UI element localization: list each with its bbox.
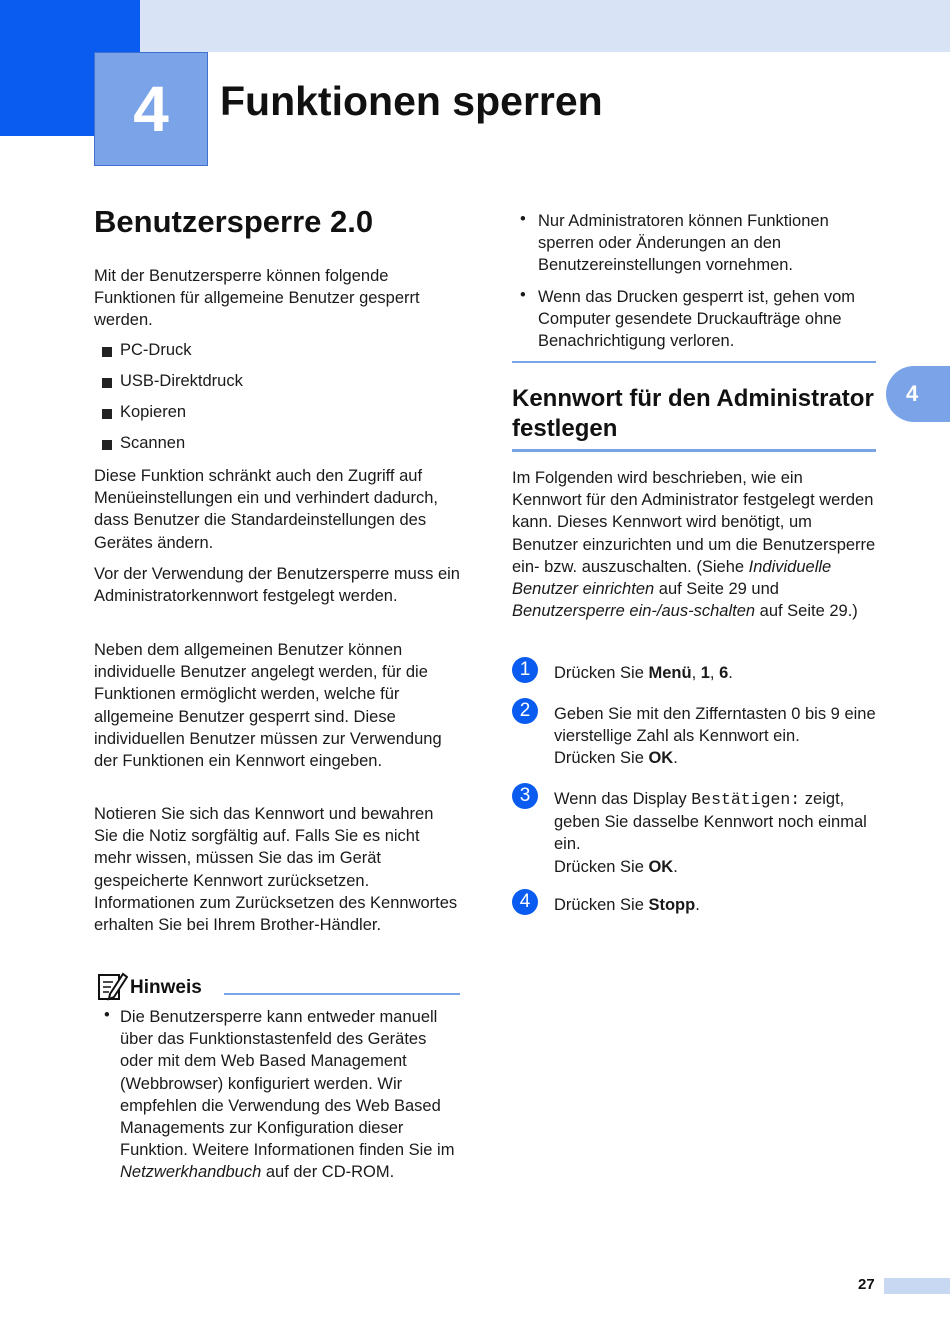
bullet-dot-icon: •: [520, 286, 526, 304]
chapter-title: Funktionen sperren: [220, 78, 603, 124]
bullet-dot-icon: •: [104, 1006, 110, 1024]
paragraph-menu-access: Diese Funktion schränkt auch den Zugriff auf Menüeinstellungen ein und verhindert dadurch, dass Benutzer die Standardeinstellungen des Gerätes ändern.: [94, 467, 438, 552]
square-bullet-icon: [102, 440, 112, 450]
step-number-badge: 3: [512, 783, 538, 809]
kennwort-intro-paragraph: Im Folgenden wird beschrieben, wie ein Kennwort für den Administrator festgelegt werden kann. Dieses Kennwort wird benötigt, um Benutzer einzurichten und um die Benutzersperre ein- bzw. auszuschalten. (Siehe Individuelle Benutzer einrichten auf Seite 29 und Benutzersperre ein-/aus-schalten auf Seite 29.): [512, 469, 876, 621]
square-bullet-icon: [102, 409, 112, 419]
step-1-text: Drücken Sie Menü, 1, 6.: [554, 664, 733, 682]
list-item: Kopieren: [120, 403, 187, 421]
step-2-text: Geben Sie mit den Zifferntasten 0 bis 9 eine vierstellige Zahl als Kennwort ein. Drücken Sie OK.: [554, 705, 876, 768]
header-band: [0, 0, 950, 52]
step-3-text: Wenn das Display Bestätigen: zeigt, geben Sie dasselbe Kennwort noch einmal ein. Drücken Sie OK.: [554, 790, 867, 876]
list-item: PC-Druck: [120, 341, 192, 359]
intro-paragraph: Mit der Benutzersperre können folgende Funktionen für allgemeine Benutzer gesperrt werden.: [94, 267, 420, 330]
note-label: Hinweis: [130, 977, 202, 998]
step-number-badge: 1: [512, 657, 538, 683]
bullet-print-lock: Wenn das Drucken gesperrt ist, gehen vom Computer gesendete Druckaufträge ohne Benachrichtigung verloren.: [538, 288, 856, 351]
step-number-badge: 4: [512, 889, 538, 915]
section-divider-bottom: [512, 449, 876, 452]
chapter-number-box: 4: [94, 52, 208, 166]
step-4-text: Drücken Sie Stopp.: [554, 896, 700, 914]
bullet-dot-icon: •: [520, 210, 526, 228]
page-number: 27: [858, 1276, 875, 1293]
bullet-admin-only: Nur Administratoren können Funktionen sperren oder Änderungen an den Benutzereinstellungen vornehmen.: [538, 212, 829, 275]
note-divider: [224, 993, 460, 995]
list-item: USB-Direktdruck: [120, 372, 243, 390]
section-heading-benutzersperre: Benutzersperre 2.0: [94, 204, 374, 239]
section-divider-top: [512, 361, 876, 363]
chapter-side-tab[interactable]: 4: [886, 366, 950, 422]
footer-bar: [884, 1278, 950, 1294]
list-item: Scannen: [120, 434, 186, 452]
paragraph-admin-password: Vor der Verwendung der Benutzersperre muss ein Administratorkennwort festgelegt werden.: [94, 565, 460, 606]
note-pencil-icon: [96, 970, 128, 1002]
paragraph-note-password: Notieren Sie sich das Kennwort und bewahren Sie die Notiz sorgfältig auf. Falls Sie es nicht mehr wissen, müssen Sie das im Gerät gespeicherte Kennwort zurücksetzen. Informationen zum Zurücksetzen des Kennwortes erhalten Sie bei Ihrem Brother-Händler.: [94, 805, 458, 935]
step-number-badge: 2: [512, 698, 538, 724]
paragraph-individual-users: Neben dem allgemeinen Benutzer können individuelle Benutzer angelegt werden, für die Funktionen ermöglicht werden, welche für allgemeine Benutzer gesperrt sind. Diese individuellen Benutzer müssen zur Verwendung der Funktionen ein Kennwort eingeben.: [94, 641, 442, 771]
note-text: Die Benutzersperre kann entweder manuell über das Funktionstastenfeld des Gerätes oder mit dem Web Based Management (Webbrowser) konfiguriert werden. Wir empfehlen die Verwendung des Web Based Managements zur Konfiguration dieser Funktion. Weitere Informationen finden Sie im Netzwerkhandbuch auf der CD-ROM.: [120, 1008, 455, 1182]
square-bullet-icon: [102, 378, 112, 388]
square-bullet-icon: [102, 347, 112, 357]
section-heading-kennwort: Kennwort für den Administrator festlegen: [512, 385, 874, 442]
